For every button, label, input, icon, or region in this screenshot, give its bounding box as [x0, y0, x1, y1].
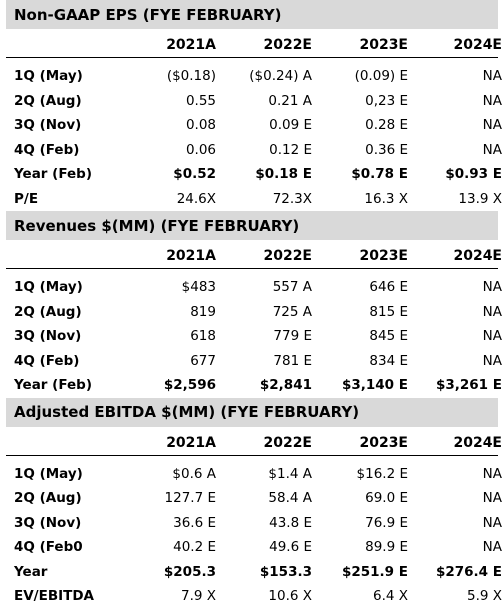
cell: 49.6 E	[269, 539, 312, 556]
row-label: 3Q (Nov)	[14, 328, 82, 345]
cell: $0.52	[173, 166, 216, 183]
column-header: 2022E	[263, 37, 312, 53]
column-header: 2021A	[166, 434, 216, 451]
cell: 0.55	[185, 92, 216, 109]
cell: NA	[482, 279, 502, 296]
section-title: Non-GAAP EPS (FYE FEBRUARY)	[6, 0, 498, 29]
table-row	[6, 584, 502, 609]
cell: $0.93 E	[445, 166, 502, 183]
cell: 646 E	[369, 279, 408, 296]
cell: 72.3X	[272, 190, 312, 207]
table-row	[6, 64, 502, 89]
cell: $0.18 E	[255, 166, 312, 183]
row-label: 1Q (May)	[14, 279, 83, 296]
cell: ($0.18)	[166, 68, 216, 85]
cell: 6.4 X	[372, 588, 408, 605]
section-title: Revenues $(MM) (FYE FEBRUARY)	[6, 211, 498, 240]
column-header: 2022E	[263, 434, 312, 451]
cell: NA	[482, 514, 502, 531]
cell: 0.36 E	[365, 141, 408, 158]
eps-section	[6, 0, 502, 211]
table-row	[6, 486, 502, 511]
row-label: 4Q (Feb0	[14, 539, 83, 556]
column-header: 2024E	[453, 434, 502, 451]
cell: 845 E	[369, 328, 408, 345]
table-row-total	[6, 373, 502, 398]
table-row	[6, 324, 502, 349]
table-row	[6, 113, 502, 138]
column-header-row	[6, 240, 502, 269]
cell: 779 E	[273, 328, 312, 345]
cell: $0.6 A	[172, 465, 216, 482]
cell: 834 E	[369, 352, 408, 369]
ebitda-section	[6, 398, 502, 609]
cell: NA	[482, 92, 502, 109]
cell: 618	[190, 328, 216, 345]
cell: NA	[482, 117, 502, 134]
table-row	[6, 138, 502, 163]
section-title: Adjusted EBITDA $(MM) (FYE FEBRUARY)	[6, 398, 498, 427]
cell: (0.09) E	[354, 68, 408, 85]
column-header: 2023E	[359, 248, 408, 264]
row-label: P/E	[14, 190, 39, 207]
row-label: 2Q (Aug)	[14, 92, 82, 109]
cell: 677	[190, 352, 216, 369]
cell: NA	[482, 465, 502, 482]
cell: 76.9 E	[365, 514, 408, 531]
row-label: Year (Feb)	[14, 377, 92, 394]
row-label: EV/EBITDA	[14, 588, 94, 605]
cell: NA	[482, 328, 502, 345]
cell: $3,261 E	[435, 377, 502, 394]
table-row	[6, 300, 502, 325]
cell: NA	[482, 539, 502, 556]
cell: $3,140 E	[341, 377, 408, 394]
cell: NA	[482, 303, 502, 320]
cell: $0.78 E	[351, 166, 408, 183]
cell: 24.6X	[176, 190, 216, 207]
table-row	[6, 349, 502, 374]
cell: NA	[482, 490, 502, 507]
row-label: 1Q (May)	[14, 465, 83, 482]
cell: NA	[482, 352, 502, 369]
cell: 0.08	[185, 117, 216, 134]
column-header: 2021A	[166, 37, 216, 53]
row-label: 4Q (Feb)	[14, 141, 80, 158]
cell: $16.2 E	[356, 465, 408, 482]
cell: 5.9 X	[466, 588, 502, 605]
cell: 0.21 A	[268, 92, 312, 109]
cell: $205.3	[163, 563, 216, 580]
column-header: 2022E	[263, 248, 312, 264]
cell: 127.7 E	[164, 490, 216, 507]
column-header: 2021A	[166, 248, 216, 264]
cell: 0.06	[185, 141, 216, 158]
cell: 58.4 A	[268, 490, 312, 507]
cell: $2,596	[163, 377, 216, 394]
cell: $2,841	[259, 377, 312, 394]
cell: $276.4 E	[435, 563, 502, 580]
row-label: Year	[14, 563, 48, 580]
cell: ($0.24) A	[249, 68, 312, 85]
row-label: 2Q (Aug)	[14, 490, 82, 507]
cell: 69.0 E	[365, 490, 408, 507]
column-header: 2024E	[453, 37, 502, 53]
cell: $483	[181, 279, 216, 296]
row-label: 3Q (Nov)	[14, 514, 82, 531]
cell: 0.09 E	[269, 117, 312, 134]
column-header: 2023E	[359, 434, 408, 451]
cell: 0.28 E	[365, 117, 408, 134]
row-label: 2Q (Aug)	[14, 303, 82, 320]
cell: 815 E	[369, 303, 408, 320]
table-row	[6, 187, 502, 212]
cell: 7.9 X	[180, 588, 216, 605]
table-row	[6, 89, 502, 114]
cell: 16.3 X	[364, 190, 408, 207]
cell: 13.9 X	[458, 190, 502, 207]
cell: 40.2 E	[173, 539, 216, 556]
cell: 819	[190, 303, 216, 320]
table-row	[6, 511, 502, 536]
column-header: 2023E	[359, 37, 408, 53]
cell: 43.8 E	[269, 514, 312, 531]
table-row	[6, 275, 502, 300]
cell: $251.9 E	[341, 563, 408, 580]
column-header: 2024E	[453, 248, 502, 264]
cell: 0.12 E	[269, 141, 312, 158]
cell: 36.6 E	[173, 514, 216, 531]
cell: 10.6 X	[268, 588, 312, 605]
cell: $1.4 A	[268, 465, 312, 482]
table-row-total	[6, 560, 502, 585]
row-label: Year (Feb)	[14, 166, 92, 183]
cell: 0,23 E	[365, 92, 408, 109]
column-header-row	[6, 427, 502, 456]
table-row-total	[6, 162, 502, 187]
row-label: 1Q (May)	[14, 68, 83, 85]
row-label: 4Q (Feb)	[14, 352, 80, 369]
revenues-section	[6, 211, 502, 398]
cell: 725 A	[272, 303, 312, 320]
table-row	[6, 462, 502, 487]
column-header-row	[6, 29, 502, 58]
row-label: 3Q (Nov)	[14, 117, 82, 134]
cell: 781 E	[273, 352, 312, 369]
cell: NA	[482, 141, 502, 158]
cell: 89.9 E	[365, 539, 408, 556]
table-row	[6, 535, 502, 560]
cell: 557 A	[272, 279, 312, 296]
cell: $153.3	[259, 563, 312, 580]
cell: NA	[482, 68, 502, 85]
